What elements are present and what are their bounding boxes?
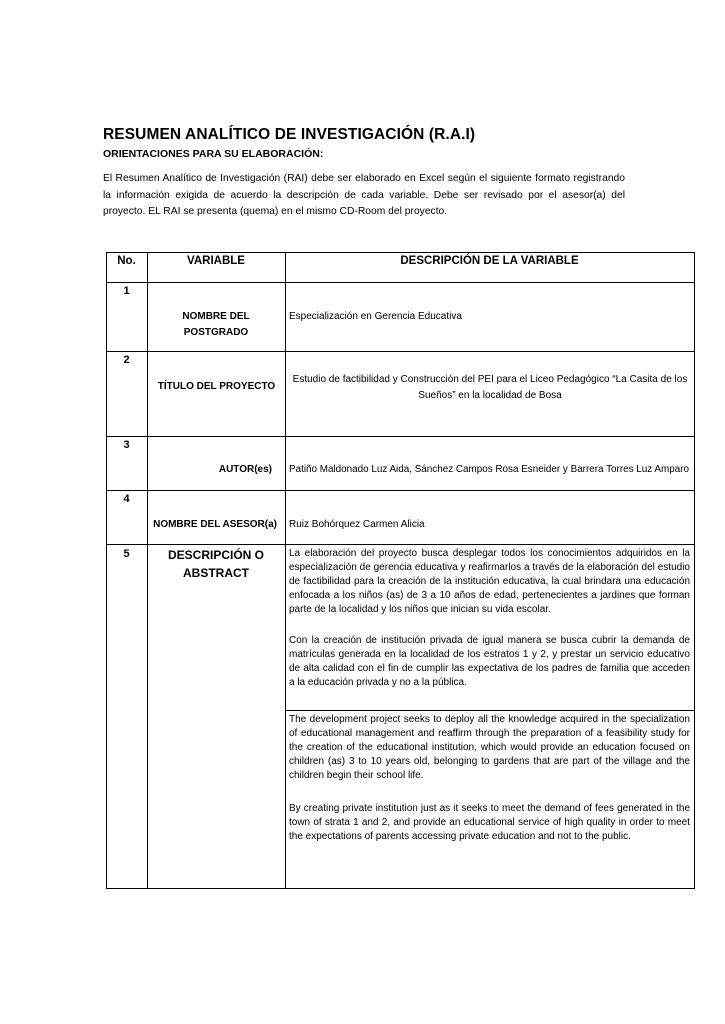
table-line — [106, 252, 695, 253]
abstract-en-paragraph-2: By creating private institution just as it seeks to meet the demand of fees generated in the town of strata 1 and 2, and provide an educational service of high quality in order to meet the expectations of parents accessing private education and not to the public. — [289, 803, 690, 842]
abstract-en-paragraph-1: The development project seeks to deploy all the knowledge acquired in the specialization of educational management and reaffirm through the preparation of a feasibility study for the creation of the educational institution, which would provide an education focused on children (as) 3 to 10 years old, belonging to gardens that are part of the village and the children begin their school life. — [289, 714, 690, 781]
row-2-description: Estudio de factibilidad y Construcción del PEI para el Liceo Pedagógico “La Casita de los Sueños” en la localidad de Bosa — [292, 374, 688, 401]
header-variable: VARIABLE — [187, 255, 245, 267]
table-line — [285, 252, 286, 889]
page-title: RESUMEN ANALÍTICO DE INVESTIGACIÓN (R.A.I) — [103, 126, 476, 143]
header-no: No. — [117, 255, 136, 267]
row-4-description: Ruiz Bohórquez Carmen Alicia — [289, 519, 425, 530]
row-1-variable: NOMBRE DEL POSTGRADO — [182, 311, 250, 338]
table-line — [106, 490, 695, 491]
table-line — [147, 252, 148, 889]
table-line — [285, 710, 695, 711]
page-subtitle: ORIENTACIONES PARA SU ELABORACIÓN: — [103, 148, 324, 160]
row-2-variable: TÍTULO DEL PROYECTO — [157, 381, 276, 392]
table-line — [106, 351, 695, 352]
table-line — [694, 252, 695, 889]
table-line — [106, 888, 695, 889]
table-line — [106, 544, 695, 545]
row-4-number: 4 — [123, 493, 130, 505]
row-5-number: 5 — [123, 548, 130, 560]
table-line — [106, 436, 695, 437]
row-3-description: Patiño Maldonado Luz Aida, Sánchez Campos Rosa Esneider y Barrera Torres Luz Amparo — [289, 464, 689, 475]
row-3-number: 3 — [123, 439, 130, 451]
row-4-variable: NOMBRE DEL ASESOR(a) — [153, 519, 277, 530]
abstract-es-paragraph-2: Con la creación de institución privada de igual manera se busca cubrir la demanda de matrículas generada en la localidad de los estratos 1 y 2, y prestar un servicio educativo de alta calidad con el fin de cumplir las expectativa de los padres de familia que acceden a la educación privada y no a la pública. — [289, 635, 690, 688]
row-2-number: 2 — [123, 354, 130, 366]
row-1-number: 1 — [123, 285, 130, 297]
table-line — [106, 282, 695, 283]
header-description: DESCRIPCIÓN DE LA VARIABLE — [400, 255, 579, 267]
abstract-es-paragraph-1: La elaboración del proyecto busca desplegar todos los conocimientos adquiridos en la especialización de gerencia educativa y reafirmarlos a través de la elaboración del estudio de factibilidad para la creación de la institución educativa, la cual brindara una educación enfocada a los niños (as) de 3 a 10 años de edad, pertenecientes a jardines que forman parte de la localidad y los niños que inician su vida escolar. — [289, 548, 690, 615]
row-3-variable: AUTOR(es) — [218, 464, 272, 475]
table-line — [106, 252, 107, 889]
row-1-description: Especialización en Gerencia Educativa — [289, 311, 462, 322]
intro-paragraph: El Resumen Analítico de Investigación (RAI) debe ser elaborado en Excel según el siguiente formato registrando la información exigida de acuerdo la descripción de cada variable. Debe ser revisado por el asesor(a) del proyecto. EL RAI se presenta (quema) en el mismo CD-Room del proyecto. — [103, 173, 625, 217]
row-5-variable: DESCRIPCIÓN O ABSTRACT — [168, 548, 265, 580]
